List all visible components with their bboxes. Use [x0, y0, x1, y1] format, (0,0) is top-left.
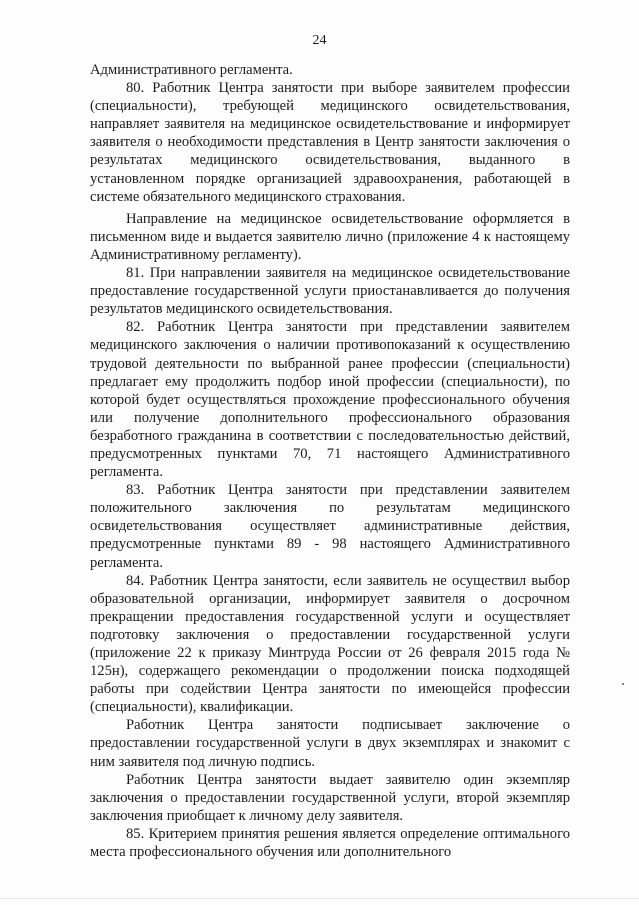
page-bottom-edge	[0, 898, 639, 899]
paragraph-item-80: 80. Работник Центра занятости при выборе заявителем профессии (специальности), требующей медицинского освидетельствования, направляет заявителя на медицинское освидетельствование и информирует заявителя о необходимости представления в Центр занятости заключения о результатах медицинского освидетельствования, выданного в установленном порядке организацией здравоохранения, работающей в системе обязательного медицинского страхования.	[90, 80, 570, 205]
paragraph-item-85: 85. Критерием принятия решения является определение оптимального места профессионального обучения или дополнительного	[90, 825, 570, 861]
scan-speck	[622, 683, 624, 685]
paragraph-sign-conclusion: Работник Центра занятости подписывает заключение о предоставлении государственной услуги в двух экземплярах и знакомит с ним заявителя под личную подпись.	[90, 717, 570, 770]
paragraph-item-83: 83. Работник Центра занятости при представлении заявителем положительного заключения по результатам медицинского освидетельствования осуществляет административные действия, предусмотренные пунктами 89 - 98 настоящего Административного регламента.	[90, 482, 570, 571]
paragraph-referral: Направление на медицинское освидетельствование оформляется в письменном виде и выдается заявителю лично (приложение 4 к настоящему Административному регламенту).	[90, 210, 570, 263]
paragraph-item-81: 81. При направлении заявителя на медицинское освидетельствование предоставление государственной услуги приостанавливается до получения результатов медицинского освидетельствования.	[90, 265, 570, 318]
paragraph-issue-conclusion: Работник Центра занятости выдает заявителю один экземпляр заключения о предоставлении государственной услуги, второй экземпляр заключения приобщает к личному делу заявителя.	[90, 771, 570, 824]
paragraph-continuation: Административного регламента.	[90, 62, 293, 78]
paragraph-item-82: 82. Работник Центра занятости при представлении заявителем медицинского заключения о наличии противопоказаний к осуществлению трудовой деятельности по выбранной ранее профессии (специальности) предлагает ему продолжить подбор иной профессии (специальности), по которой будет осуществляться прохождение профессионального обучения или получение дополнительного профессионального образования безработного гражданина в соответствии с последовательностью действий, предусмотренных пунктами 70, 71 настоящего Административного регламента.	[90, 319, 570, 481]
paragraph-item-84: 84. Работник Центра занятости, если заявитель не осуществил выбор образовательной организации, информирует заявителя о досрочном прекращении предоставления государственной услуги и осуществляет подготовку заключения о предоставлении государственной услуги (приложение 22 к приказу Минтруда России от 26 февраля 2015 года № 125н), содержащего рекомендации о продолжении поиска подходящей работы при содействии Центра занятости по имеющейся профессии (специальности), квалификации.	[90, 572, 570, 716]
page-number: 24	[312, 33, 327, 48]
document-body	[90, 61, 570, 861]
